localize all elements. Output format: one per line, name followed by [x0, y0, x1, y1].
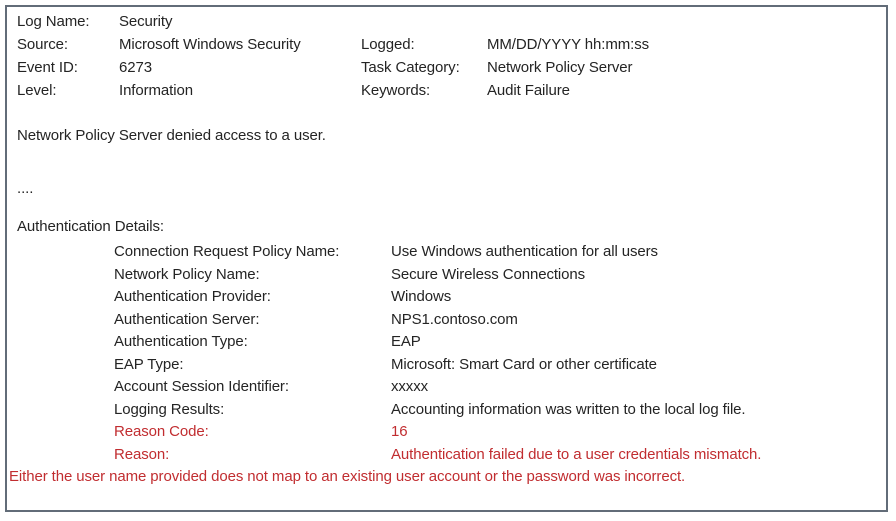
auth-row-authentication-type	[17, 331, 876, 354]
auth-row-reason	[17, 444, 876, 467]
field-value-level: Information	[119, 82, 193, 99]
ellipsis-text: ....	[17, 180, 34, 197]
detail-label: Network Policy Name:	[114, 265, 260, 283]
detail-label: Logging Results:	[114, 400, 225, 418]
detail-value: Authentication failed due to a user credentials mismatch.	[391, 445, 762, 463]
detail-value: xxxxx	[391, 378, 429, 395]
field-label-logged: Logged:	[361, 36, 415, 53]
detail-value: NPS1.contoso.com	[391, 310, 518, 328]
detail-label: Reason:	[114, 445, 170, 463]
auth-details-list	[9, 241, 876, 489]
header-spacer	[487, 10, 876, 33]
field-value-log-name: Security	[119, 13, 173, 30]
detail-value: Accounting information was written to the local log file.	[391, 400, 746, 418]
event-description: Network Policy Server denied access to a user.	[17, 127, 326, 144]
auth-row-logging-results	[17, 399, 876, 422]
field-value-logged: MM/DD/YYYY hh:mm:ss	[487, 36, 650, 53]
detail-value: Use Windows authentication for all users	[391, 243, 658, 260]
detail-label: Authentication Server:	[114, 310, 260, 328]
detail-label: Reason Code:	[114, 423, 209, 440]
auth-row-authentication-server	[17, 309, 876, 332]
event-header	[17, 10, 876, 102]
auth-row-authentication-provider	[17, 286, 876, 309]
auth-row-eap-type	[17, 354, 876, 377]
auth-details-heading: Authentication Details:	[17, 218, 164, 235]
field-value-event-id: 6273	[119, 59, 152, 76]
event-log-content	[7, 7, 886, 489]
reason-explanation-text: Either the user name provided does not map to an existing user account or the password was incorrect.	[9, 468, 686, 485]
detail-value: 16	[391, 423, 408, 440]
field-value-keywords: Audit Failure	[487, 82, 570, 99]
detail-label: EAP Type:	[114, 355, 184, 373]
detail-value: Windows	[391, 288, 452, 305]
field-label-level: Level:	[17, 82, 57, 99]
detail-value: Secure Wireless Connections	[391, 265, 586, 283]
auth-row-account-session-identifier	[17, 376, 876, 399]
detail-value: EAP	[391, 333, 421, 350]
detail-label: Connection Request Policy Name:	[114, 243, 340, 260]
field-value-source: Microsoft Windows Security	[119, 36, 301, 53]
detail-value: Microsoft: Smart Card or other certificate	[391, 355, 657, 373]
auth-row-network-policy-name	[17, 264, 876, 287]
field-value-task-category: Network Policy Server	[487, 59, 633, 76]
detail-label: Authentication Provider:	[114, 288, 271, 305]
auth-row-connection-request-policy	[17, 241, 876, 264]
detail-label: Authentication Type:	[114, 333, 248, 350]
event-log-frame	[5, 5, 888, 512]
field-label-task-category: Task Category:	[361, 59, 460, 76]
auth-row-reason-code	[17, 421, 876, 444]
field-label-log-name: Log Name:	[17, 13, 90, 30]
field-label-event-id: Event ID:	[17, 59, 78, 76]
header-spacer	[361, 10, 487, 33]
field-label-source: Source:	[17, 36, 68, 53]
detail-label: Account Session Identifier:	[114, 378, 289, 395]
field-label-keywords: Keywords:	[361, 82, 431, 99]
